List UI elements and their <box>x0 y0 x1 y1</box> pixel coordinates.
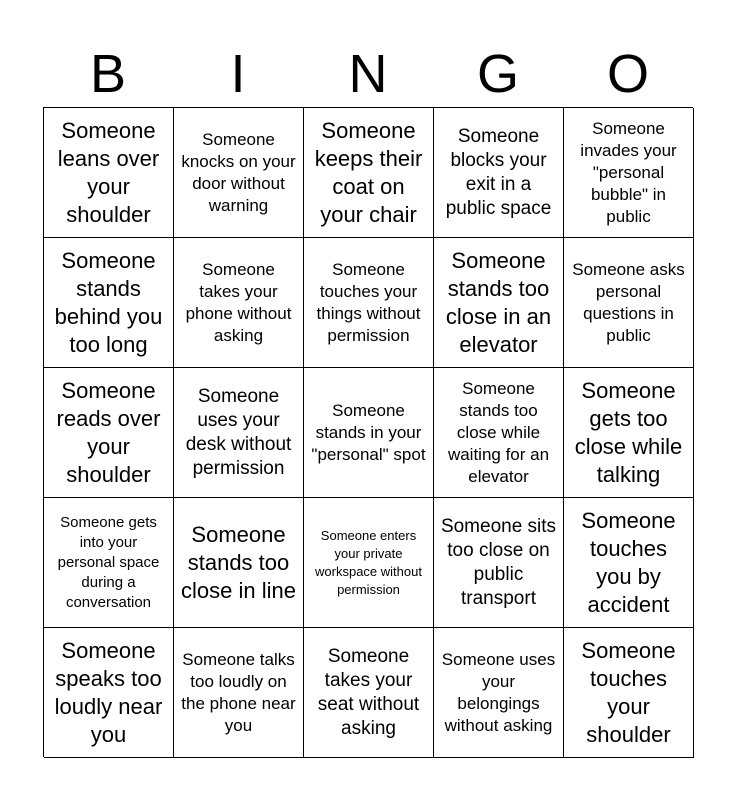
cell-text: Someone touches your things without permission <box>316 259 421 345</box>
cell-text: Someone touches your shoulder <box>581 637 676 747</box>
cell-text: Someone gets too close while talking <box>574 377 683 487</box>
bingo-cell[interactable] <box>564 498 694 628</box>
bingo-cell[interactable] <box>434 498 564 628</box>
bingo-cell[interactable] <box>44 238 174 368</box>
cell-text: Someone asks personal questions in public <box>572 259 685 345</box>
cell-text: Someone invades your "personal bubble" in public <box>580 118 677 226</box>
header-letter-n: N <box>348 44 388 104</box>
cell-text: Someone speaks too loudly near you <box>54 637 163 747</box>
cell-text: Someone leans over your shoulder <box>57 117 160 227</box>
bingo-cell[interactable] <box>174 238 304 368</box>
cell-text: Someone stands in your "personal" spot <box>311 400 426 464</box>
bingo-cell[interactable] <box>434 368 564 498</box>
cell-text: Someone uses your desk without permission <box>185 385 292 479</box>
cell-text: Someone reads over your shoulder <box>56 377 161 487</box>
cell-text: Someone stands too close in an elevator <box>445 247 552 357</box>
bingo-cell[interactable] <box>44 108 174 238</box>
cell-text: Someone touches you by accident <box>581 507 676 617</box>
bingo-cell[interactable] <box>564 238 694 368</box>
cell-text: Someone talks too loudly on the phone near you <box>181 649 296 735</box>
cell-text: Someone blocks your exit in a public space <box>445 125 552 219</box>
cell-text: Someone stands too close while waiting for an elevator <box>447 378 550 486</box>
header-letter-i: I <box>230 44 246 104</box>
bingo-cell[interactable] <box>44 498 174 628</box>
cell-text: Someone stands behind you too long <box>54 247 163 357</box>
cell-text: Someone takes your seat without asking <box>317 645 420 739</box>
bingo-cell[interactable] <box>304 108 434 238</box>
bingo-cell[interactable] <box>304 238 434 368</box>
bingo-cell[interactable] <box>174 498 304 628</box>
bingo-cell[interactable] <box>434 238 564 368</box>
bingo-cell[interactable] <box>174 628 304 758</box>
bingo-cell[interactable] <box>564 628 694 758</box>
bingo-header <box>43 40 693 108</box>
bingo-cell[interactable] <box>174 108 304 238</box>
cell-text: Someone takes your phone without asking <box>185 259 292 345</box>
header-letter-b: B <box>89 44 127 104</box>
cell-text: Someone enters your private workspace without permission <box>315 527 422 597</box>
header-letter-o: O <box>606 44 649 104</box>
bingo-cell[interactable] <box>304 368 434 498</box>
bingo-cell[interactable] <box>44 628 174 758</box>
cell-text: Someone uses your belongings without asking <box>441 649 556 735</box>
bingo-cell[interactable] <box>434 628 564 758</box>
cell-text: Someone knocks on your door without warning <box>181 129 296 215</box>
bingo-cell[interactable] <box>174 368 304 498</box>
cell-text: Someone stands too close in line <box>181 521 296 603</box>
bingo-cell[interactable] <box>304 628 434 758</box>
bingo-cell[interactable] <box>564 368 694 498</box>
bingo-board <box>43 107 693 757</box>
bingo-cell[interactable] <box>304 498 434 628</box>
header-letter-g: G <box>476 44 519 104</box>
bingo-cell[interactable] <box>44 368 174 498</box>
cell-text: Someone gets into your personal space during a conversation <box>57 513 160 611</box>
bingo-cell[interactable] <box>564 108 694 238</box>
cell-text: Someone sits too close on public transport <box>440 515 557 609</box>
cell-text: Someone keeps their coat on your chair <box>314 117 423 227</box>
bingo-cell[interactable] <box>434 108 564 238</box>
